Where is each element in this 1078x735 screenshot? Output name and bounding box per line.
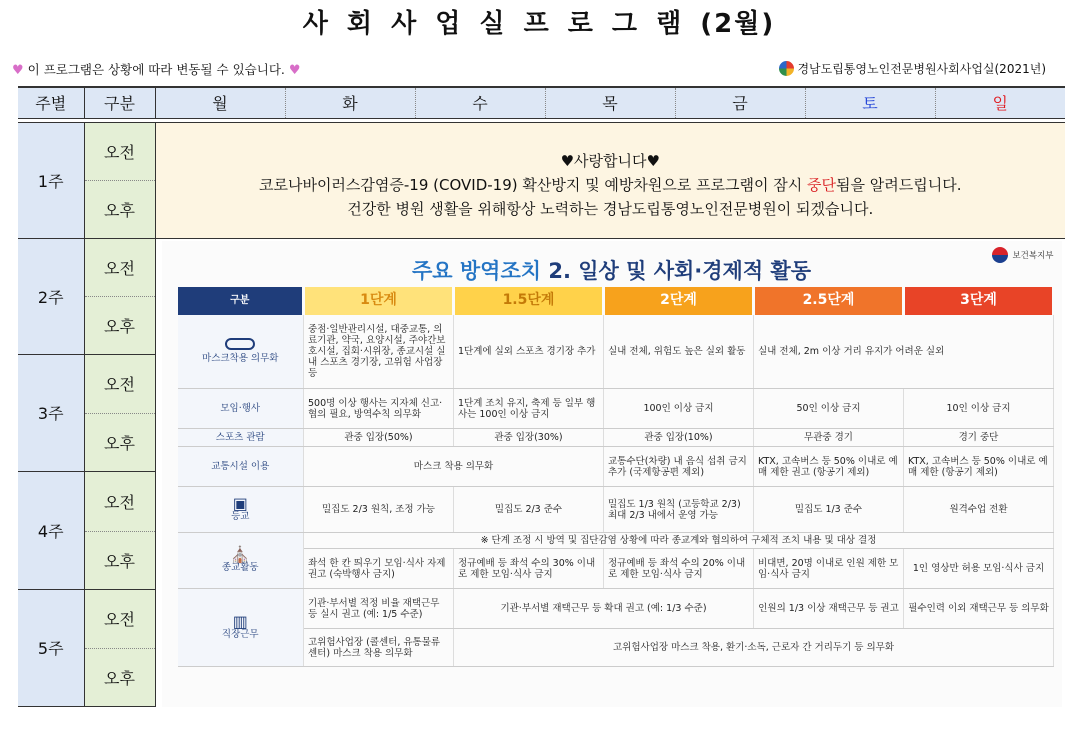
cell: 관중 입장(10%)	[604, 429, 754, 447]
week-label: 5주	[18, 589, 84, 707]
cell: 밀집도 2/3 원칙, 조정 가능	[304, 487, 454, 533]
cell: 100인 이상 금지	[604, 389, 754, 429]
stage-header-row	[178, 287, 1054, 315]
row-gathering	[178, 389, 1054, 429]
stage-table	[178, 287, 1056, 668]
cell: KTX, 고속버스 등 50% 이내로 예매 제한 권고 (항공기 제외)	[754, 447, 904, 487]
announcement	[155, 122, 1065, 238]
hospital-logo-icon	[779, 61, 794, 76]
week-label: 1주	[18, 122, 84, 238]
cell: 1인 영상만 허용 모임·식사 금지	[904, 549, 1054, 589]
stage-2-5: 2.5단계	[754, 287, 904, 315]
cell: 기관·부서별 재택근무 등 확대 권고 (예: 1/3 수준)	[454, 589, 754, 629]
slot-pm: 오후	[84, 649, 155, 707]
organization	[779, 60, 1046, 77]
header-thu: 목	[545, 87, 675, 118]
label-mask: 마스크착용 의무화	[178, 315, 304, 389]
stage-1-5: 1.5단계	[454, 287, 604, 315]
header-tue: 화	[285, 87, 415, 118]
office-building-icon: ▥	[232, 611, 248, 631]
label-work: ▥ 직장근무	[178, 589, 304, 667]
heart-icon: ♥	[12, 63, 24, 78]
label-religion: ⛪ 종교활동	[178, 533, 304, 589]
coordination-note: ※ 단계 조정 시 방역 및 집단감염 상황에 따라 종교계와 협의하여 구체적 조치 내용 및 대상 결정	[304, 533, 1054, 549]
cell: 기관·부서별 적정 비율 재택근무 등 실시 권고 (예: 1/5 수준)	[304, 589, 454, 629]
cell: 관중 입장(50%)	[304, 429, 454, 447]
quarantine-poster	[155, 238, 1065, 707]
cell: 필수인력 이외 재택근무 등 의무화	[904, 589, 1054, 629]
cell: KTX, 고속버스 등 50% 이내로 예매 제한 (항공기 제외)	[904, 447, 1054, 487]
slot-pm: 오후	[84, 531, 155, 589]
cell: 500명 이상 행사는 지자체 신고·협의 필요, 방역수칙 의무화	[304, 389, 454, 429]
poster-title: 주요 방역조치 2. 일상 및 사회·경제적 활동	[411, 258, 811, 283]
cell: 고위험사업장 마스크 착용, 환기·소독, 근로자 간 거리두기 등 의무화	[454, 629, 1054, 667]
heart-icon: ♥	[288, 63, 301, 78]
ministry-logo: 보건복지부	[992, 247, 1053, 263]
cell: 비대면, 20명 이내로 인원 제한 모임·식사 금지	[754, 549, 904, 589]
header-row	[18, 87, 1065, 118]
stage-3: 3단계	[904, 287, 1054, 315]
slot-pm: 오후	[84, 180, 155, 238]
cell: 실내 전체, 2m 이상 거리 유지가 어려운 실외	[754, 315, 1054, 389]
slot-am: 오전	[84, 472, 155, 532]
cell: 무관중 경기	[754, 429, 904, 447]
stage-header-category: 구분	[178, 287, 304, 315]
row-sports	[178, 429, 1054, 447]
label-school: ▣ 등교	[178, 487, 304, 533]
cell: 정규예배 등 좌석 수의 20% 이내로 제한 모임·식사 금지	[604, 549, 754, 589]
cell: 교통수단(차량) 내 음식 섭취 금지 추가 (국제항공편 제외)	[604, 447, 754, 487]
stage-2: 2단계	[604, 287, 754, 315]
header-fri: 금	[675, 87, 805, 118]
row-work-highrisk	[178, 629, 1054, 667]
cell: 1단계에 실외 스포츠 경기장 추가	[454, 315, 604, 389]
label-transport: 교통시설 이용	[178, 447, 304, 487]
cell: 경기 중단	[904, 429, 1054, 447]
cell: 밀집도 1/3 원칙 (고등학교 2/3) 최대 2/3 내에서 운영 가능	[604, 487, 754, 533]
page-title: 사 회 사 업 실 프 로 그 램 (2월)	[302, 9, 776, 39]
announcement-line-2: 코로나바이러스감염증-19 (COVID-19) 확산방지 및 예방차원으로 프로그램이 잠시 중단됨을 알려드립니다.	[258, 176, 962, 194]
change-notice	[12, 60, 301, 78]
label-sports: 스포츠 관람	[178, 429, 304, 447]
cell: 원격수업 전환	[904, 487, 1054, 533]
label-gathering: 모임·행사	[178, 389, 304, 429]
cell: 10인 이상 금지	[904, 389, 1054, 429]
row-school	[178, 487, 1054, 533]
cell: 좌석 한 칸 띄우기 모임·식사 자제 권고 (숙박행사 금지)	[304, 549, 454, 589]
cell: 인원의 1/3 이상 재택근무 등 권고	[754, 589, 904, 629]
cell: 50인 이상 금지	[754, 389, 904, 429]
church-icon: ⛪	[230, 544, 251, 564]
slot-am: 오전	[84, 354, 155, 414]
row-religion	[178, 549, 1054, 589]
notice-line	[0, 58, 1078, 78]
header-mon: 월	[155, 87, 285, 118]
slot-pm: 오후	[84, 414, 155, 472]
mask-icon	[225, 338, 255, 350]
header-sat: 토	[805, 87, 935, 118]
poster-image	[162, 241, 1062, 707]
stop-text: 중단	[807, 176, 837, 194]
header-wed: 수	[415, 87, 545, 118]
change-notice-text: 이 프로그램은 상황에 따라 변동될 수 있습니다.	[27, 62, 285, 77]
week-label: 3주	[18, 354, 84, 472]
announcement-line-3: 건강한 병원 생활을 위해항상 노력하는 경남도립통영노인전문병원이 되겠습니다.	[347, 200, 874, 218]
week-label: 2주	[18, 238, 84, 354]
row-work	[178, 589, 1054, 629]
cell: 밀집도 2/3 준수	[454, 487, 604, 533]
slot-am: 오전	[84, 238, 155, 296]
slot-pm: 오후	[84, 296, 155, 354]
stage-1: 1단계	[304, 287, 454, 315]
cell: 중점·일반관리시설, 대중교통, 의료기관, 약국, 요양시설, 주야간보호시설, 집회·시위장, 종교시설 실내 스포츠 경기장, 고위험 사업장 등	[304, 315, 454, 389]
organization-name: 경남도립통영노인전문병원사회사업실(2021년)	[797, 62, 1046, 76]
row-note	[178, 533, 1054, 549]
cell: 관중 입장(30%)	[454, 429, 604, 447]
cell: 마스크 착용 의무화	[304, 447, 604, 487]
week-label: 4주	[18, 472, 84, 590]
slot-am: 오전	[84, 589, 155, 649]
cell: 실내 전체, 위험도 높은 실외 활동	[604, 315, 754, 389]
row-mask	[178, 315, 1054, 389]
cell: 고위험사업장 (콜센터, 유통물류센터) 마스크 착용 의무화	[304, 629, 454, 667]
cell: 1단계 조치 유지, 축제 등 일부 행사는 100인 이상 금지	[454, 389, 604, 429]
schedule-table	[18, 86, 1065, 707]
cell: 정규예배 등 좌석 수의 30% 이내로 제한 모임·식사 금지	[454, 549, 604, 589]
header-sun: 일	[935, 87, 1065, 118]
announcement-line-1: ♥사랑합니다♥	[560, 152, 660, 170]
row-transport	[178, 447, 1054, 487]
header-category: 구분	[84, 87, 155, 118]
header-week: 주별	[18, 87, 84, 118]
school-icon: ▣	[232, 493, 248, 513]
cell: 밀집도 1/3 준수	[754, 487, 904, 533]
slot-am: 오전	[84, 122, 155, 180]
